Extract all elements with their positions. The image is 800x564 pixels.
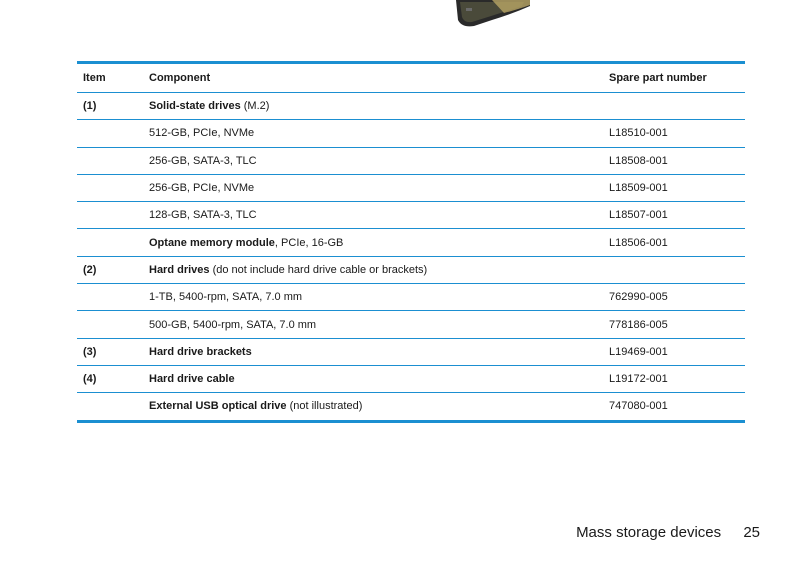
row-component <box>143 202 603 229</box>
table-row <box>77 284 745 311</box>
row-component <box>143 229 603 256</box>
row-component <box>143 284 603 311</box>
row-item-number <box>77 120 143 147</box>
row-spare-part-number: L18506-001 <box>603 229 745 256</box>
row-item-number <box>77 229 143 256</box>
row-item-number <box>77 174 143 201</box>
header-spare-part-number: Spare part number <box>603 63 745 93</box>
row-spare-part-number <box>603 256 745 283</box>
row-spare-part-number: L18510-001 <box>603 120 745 147</box>
component-description: , PCIe, 16-GB <box>274 236 344 249</box>
component-description: 256-GB, SATA-3, TLC <box>149 154 257 167</box>
component-description: (do not include hard drive cable or brackets) <box>209 263 428 276</box>
row-spare-part-number: L19469-001 <box>603 338 745 365</box>
table-row <box>77 93 745 120</box>
page-number: 25 <box>743 524 760 541</box>
row-item-number <box>77 284 143 311</box>
drive-illustration-icon <box>452 0 532 28</box>
component-description: 1-TB, 5400-rpm, SATA, 7.0 mm <box>149 291 303 304</box>
component-description: (M.2) <box>240 100 270 113</box>
row-spare-part-number: L19172-001 <box>603 365 745 392</box>
table-row <box>77 202 745 229</box>
row-item-number: (3) <box>77 338 143 365</box>
component-description: 512-GB, PCIe, NVMe <box>149 127 255 140</box>
row-spare-part-number: 747080-001 <box>603 393 745 421</box>
table-row <box>77 174 745 201</box>
page-footer <box>576 524 760 541</box>
row-item-number: (4) <box>77 365 143 392</box>
component-name-bold: Hard drive cable <box>149 373 235 386</box>
row-component <box>143 174 603 201</box>
row-component <box>143 365 603 392</box>
row-component <box>143 93 603 120</box>
row-item-number <box>77 147 143 174</box>
component-name-bold: Hard drives <box>149 263 210 276</box>
row-component <box>143 120 603 147</box>
component-name-bold: External USB optical drive <box>149 400 287 413</box>
component-name-bold: Solid-state drives <box>149 100 241 113</box>
row-component <box>143 393 603 421</box>
table-row <box>77 311 745 338</box>
table-row <box>77 338 745 365</box>
row-item-number <box>77 311 143 338</box>
row-item-number: (1) <box>77 93 143 120</box>
table-row <box>77 147 745 174</box>
table-row <box>77 365 745 392</box>
table-row <box>77 120 745 147</box>
table-row <box>77 256 745 283</box>
component-description: (not illustrated) <box>286 400 363 413</box>
row-item-number <box>77 202 143 229</box>
row-spare-part-number <box>603 93 745 120</box>
spare-parts-table <box>77 61 745 423</box>
row-spare-part-number: L18509-001 <box>603 174 745 201</box>
row-component <box>143 147 603 174</box>
row-spare-part-number: L18507-001 <box>603 202 745 229</box>
table-row <box>77 229 745 256</box>
table-row <box>77 393 745 421</box>
row-spare-part-number: L18508-001 <box>603 147 745 174</box>
footer-section-title: Mass storage devices <box>576 524 722 541</box>
row-spare-part-number: 778186-005 <box>603 311 745 338</box>
row-component <box>143 256 603 283</box>
header-item: Item <box>77 63 143 93</box>
row-component <box>143 338 603 365</box>
row-item-number <box>77 393 143 421</box>
header-component: Component <box>143 63 603 93</box>
component-description: 500-GB, 5400-rpm, SATA, 7.0 mm <box>149 318 317 331</box>
component-description: 128-GB, SATA-3, TLC <box>149 209 257 222</box>
row-spare-part-number: 762990-005 <box>603 284 745 311</box>
table-header-row <box>77 63 745 93</box>
row-component <box>143 311 603 338</box>
component-description: 256-GB, PCIe, NVMe <box>149 182 255 195</box>
component-name-bold: Hard drive brackets <box>149 345 252 358</box>
component-name-bold: Optane memory module <box>149 236 275 249</box>
row-item-number: (2) <box>77 256 143 283</box>
